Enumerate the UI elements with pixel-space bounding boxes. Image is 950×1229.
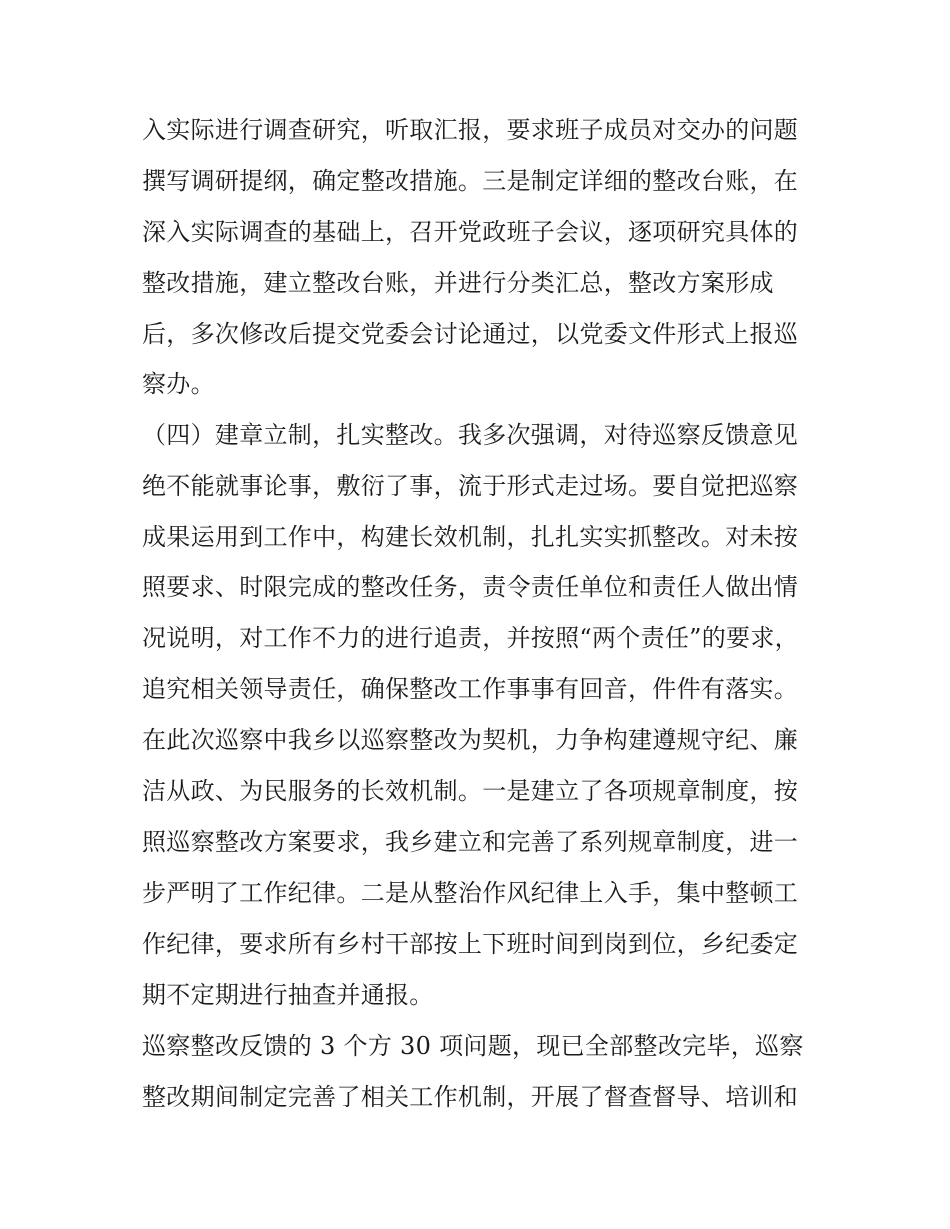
text-line: 深入实际调查的基础上，召开党政班子会议，逐项研究具体的 <box>142 218 799 246</box>
text-line: 后，多次修改后提交党委会讨论通过，以党委文件形式上报巡 <box>142 320 799 348</box>
text-line: 期不定期进行抽查并通报。 <box>142 981 434 1009</box>
text-line: 整改期间制定完善了相关工作机制，开展了督查督导、培训和 <box>142 1083 799 1111</box>
text-line: 察办。 <box>142 370 215 398</box>
text-line: 作纪律，要求所有乡村干部按上下班时间到岗到位，乡纪委定 <box>142 930 799 958</box>
text-line: 绝不能就事论事，敷衍了事，流于形式走过场。要自觉把巡察 <box>142 472 799 500</box>
text-line: 整改措施，建立整改台账，并进行分类汇总，整改方案形成 <box>142 269 774 297</box>
text-line: 照巡察整改方案要求，我乡建立和完善了系列规章制度，进一 <box>142 828 799 856</box>
text-line: 洁从政、为民服务的长效机制。一是建立了各项规章制度，按 <box>142 777 799 805</box>
text-line: 况说明，对工作不力的进行追责，并按照“两个责任”的要求， <box>142 624 799 652</box>
text-line: 照要求、时限完成的整改任务，责令责任单位和责任人做出情 <box>142 573 799 601</box>
text-line: 在此次巡察中我乡以巡察整改为契机，力争构建遵规守纪、廉 <box>142 726 799 754</box>
text-line: 巡察整改反馈的 3 个方 30 项问题，现已全部整改完毕，巡察 <box>142 1032 804 1060</box>
text-line: 步严明了工作纪律。二是从整治作风纪律上入手，集中整顿工 <box>142 879 799 907</box>
text-line: 入实际进行调查研究，听取汇报，要求班子成员对交办的问题 <box>142 116 799 144</box>
text-line: 成果运用到工作中，构建长效机制，扎扎实实抓整改。对未按 <box>142 523 799 551</box>
text-line: 追究相关领导责任，确保整改工作事事有回音，件件有落实。 <box>142 675 799 703</box>
text-line: 撰写调研提纲，确定整改措施。三是制定详细的整改台账，在 <box>142 167 799 195</box>
section-heading-line: （四）建章立制，扎实整改。我多次强调，对待巡察反馈意见 <box>142 421 799 449</box>
